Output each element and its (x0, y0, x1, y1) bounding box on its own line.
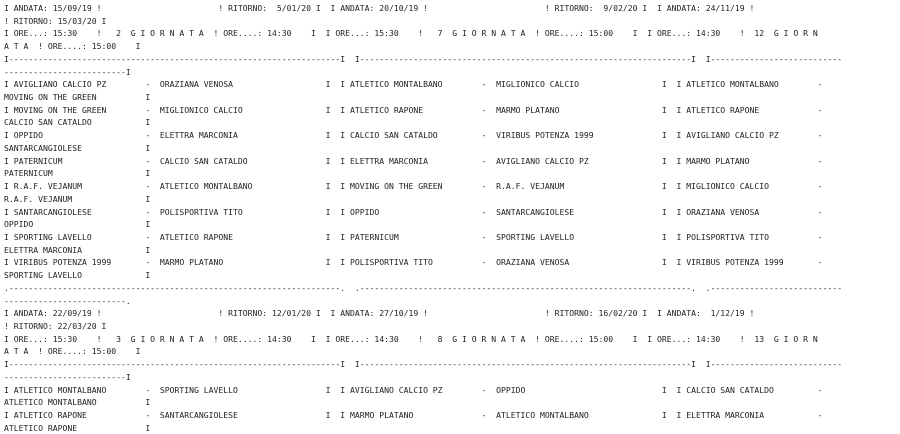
schedule-line: ELETTRA MARCONIA I (4, 244, 151, 255)
schedule-line: OPPIDO I (4, 219, 151, 230)
schedule-line: SANTARCANGIOLESE I (4, 142, 151, 153)
schedule-line: I VIRIBUS POTENZA 1999 - MARMO PLATANO I I POLISPORTIVA TITO - ORAZIANA VENOSA I I VIRIBUS POTENZA 1999 - (4, 257, 823, 268)
schedule-line: -------------------------I (4, 371, 131, 382)
schedule-line: PATERNICUM I (4, 168, 151, 179)
schedule-line: I OPPIDO - ELETTRA MARCONIA I I CALCIO SAN CATALDO - VIRIBUS POTENZA 1999 I I AVIGLIANO CALCIO PZ - (4, 130, 823, 141)
schedule-line: A T A ! ORE....: 15:00 I (4, 41, 141, 52)
schedule-line: SPORTING LAVELLO I (4, 270, 151, 281)
schedule-line: .--------------------------------------------------------------------. .--------------------------------------------------------------------. .--------------------------- (4, 282, 843, 293)
schedule-line: I--------------------------------------------------------------------I I--------------------------------------------------------------------I I--------------------------- (4, 359, 843, 370)
schedule-line: I ATLETICO MONTALBANO - SPORTING LAVELLO I I AVIGLIANO CALCIO PZ - OPPIDO I I CALCIO SAN CATALDO - (4, 384, 823, 395)
schedule-line: I PATERNICUM - CALCIO SAN CATALDO I I ELETTRA MARCONIA - AVIGLIANO CALCIO PZ I I MARMO PLATANO - (4, 155, 823, 166)
schedule-line: I ANDATA: 22/09/19 ! ! RITORNO: 12/01/20 I I ANDATA: 27/10/19 ! ! RITORNO: 16/02/20 I I ANDATA: 1/12/19 ! (4, 308, 755, 319)
schedule-line: I SANTARCANGIOLESE - POLISPORTIVA TITO I I OPPIDO - SANTARCANGIOLESE I I ORAZIANA VENOSA - (4, 206, 823, 217)
schedule-line: ! RITORNO: 22/03/20 I (4, 320, 107, 331)
schedule-line: ! RITORNO: 15/03/20 I (4, 15, 107, 26)
schedule-line: -------------------------I (4, 66, 131, 77)
schedule-line: I ORE...: 15:30 ! 3 G I O R N A T A ! ORE....: 14:30 I I ORE...: 14:30 ! 8 G I O R N A T A ! ORE....: 15:00 I I ORE...: 14:30 ! 13 G I O R N (4, 333, 818, 344)
schedule-line: I ATLETICO RAPONE - SANTARCANGIOLESE I I MARMO PLATANO - ATLETICO MONTALBANO I I ELETTRA MARCONIA - (4, 410, 823, 420)
schedule-line: CALCIO SAN CATALDO I (4, 117, 151, 128)
schedule-line: I ANDATA: 15/09/19 ! ! RITORNO: 5/01/20 I I ANDATA: 20/10/19 ! ! RITORNO: 9/02/20 I I ANDATA: 24/11/19 ! (4, 3, 755, 13)
schedule-line: I AVIGLIANO CALCIO PZ - ORAZIANA VENOSA I I ATLETICO MONTALBANO - MIGLIONICO CALCIO I I ATLETICO MONTALBANO - (4, 79, 823, 90)
schedule-line: I--------------------------------------------------------------------I I--------------------------------------------------------------------I I--------------------------- (4, 53, 843, 64)
schedule-line: ATLETICO RAPONE I (4, 422, 151, 433)
schedule-line: I R.A.F. VEJANUM - ATLETICO MONTALBANO I I MOVING ON THE GREEN - R.A.F. VEJANUM I I MIGLIONICO CALCIO - (4, 181, 823, 192)
schedule-line: I MOVING ON THE GREEN - MIGLIONICO CALCIO I I ATLETICO RAPONE - MARMO PLATANO I I ATLETICO RAPONE - (4, 104, 823, 115)
schedule-line: A T A ! ORE....: 15:00 I (4, 346, 141, 357)
schedule-line: ATLETICO MONTALBANO I (4, 397, 151, 408)
schedule-line: -------------------------. (4, 295, 131, 306)
schedule-line: I SPORTING LAVELLO - ATLETICO RAPONE I I PATERNICUM - SPORTING LAVELLO I I POLISPORTIVA TITO - (4, 231, 823, 242)
schedule-line: I ORE...: 15:30 ! 2 G I O R N A T A ! ORE....: 14:30 I I ORE...: 15:30 ! 7 G I O R N A T A ! ORE....: 15:00 I I ORE...: 14:30 ! 12 G I O R N (4, 28, 818, 39)
schedule-line: R.A.F. VEJANUM I (4, 193, 151, 204)
schedule-line: MOVING ON THE GREEN I (4, 92, 151, 103)
